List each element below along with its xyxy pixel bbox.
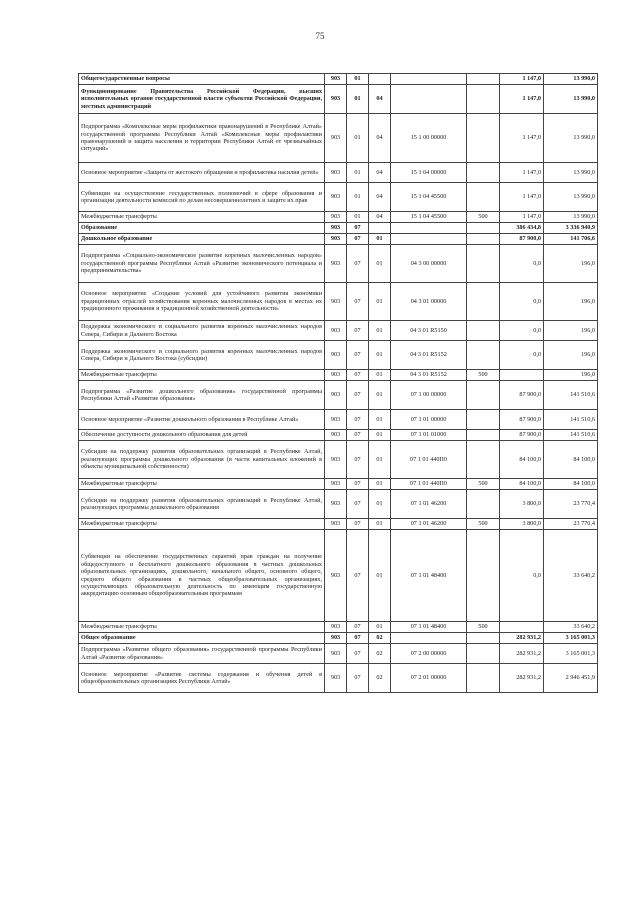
row-expense-type [467,321,500,341]
row-section-code: 07 [347,633,369,644]
row-ved-code: 903 [325,664,347,693]
row-name: Подпрограмма «Социально-экономическое развитие коренных малочисленных народов» государственной программы Республики Алтай «Развитие экономического потенциала и предпринимательства» [79,245,325,283]
row-subsection-code: 04 [369,212,391,223]
row-amount-2: 13 990,0 [544,85,598,114]
row-ved-code: 903 [325,283,347,321]
row-amount-2: 33 640,2 [544,530,598,622]
row-amount-1: 1 147,0 [500,163,544,183]
row-expense-type [467,163,500,183]
row-amount-1 [500,370,544,381]
row-amount-2: 196,0 [544,341,598,370]
row-name: Основное мероприятие «Развитие системы содержания и обучения детей в общеобразовательных организациях Республики Алтай» [79,664,325,693]
table-row [79,283,598,321]
row-expense-type: 500 [467,622,500,633]
row-subsection-code: 02 [369,633,391,644]
row-subsection-code: 01 [369,341,391,370]
row-section-code: 01 [347,85,369,114]
row-target-article: 04 3 01 R5150 [391,321,467,341]
row-expense-type [467,430,500,441]
row-target-article: 07 1 01 00000 [391,410,467,430]
row-amount-2: 141 510,6 [544,381,598,410]
row-subsection-code: 01 [369,519,391,530]
row-subsection-code: 01 [369,370,391,381]
table-row [79,622,598,633]
row-ved-code: 903 [325,341,347,370]
row-amount-1: 1 147,0 [500,74,544,85]
row-target-article: 07 1 01 48400 [391,530,467,622]
table-row [79,370,598,381]
row-section-code: 07 [347,430,369,441]
row-section-code: 07 [347,245,369,283]
row-expense-type [467,245,500,283]
row-amount-2: 13 990,0 [544,183,598,212]
row-amount-1: 84 100,0 [500,441,544,479]
row-ved-code: 903 [325,633,347,644]
row-amount-1: 282 931,2 [500,633,544,644]
row-ved-code: 903 [325,490,347,519]
table-row [79,321,598,341]
row-amount-2: 141 510,6 [544,430,598,441]
row-expense-type [467,183,500,212]
row-amount-1: 87 900,0 [500,381,544,410]
row-subsection-code: 01 [369,479,391,490]
table-row [79,381,598,410]
row-amount-2: 3 336 940,9 [544,223,598,234]
row-name: Субсидии на поддержку развития образовательных организаций в Республике Алтай, реализующих программы дошкольного образования (в части капитальных вложений в объекты муниципальной собственности) [79,441,325,479]
row-name: Межбюджетные трансферты [79,479,325,490]
row-amount-2: 141 706,6 [544,234,598,245]
row-ved-code: 903 [325,381,347,410]
row-target-article [391,74,467,85]
row-subsection-code: 01 [369,321,391,341]
row-name: Дошкольное образование [79,234,325,245]
row-amount-2: 23 770,4 [544,490,598,519]
table-row [79,245,598,283]
row-section-code: 07 [347,530,369,622]
table-row [79,441,598,479]
row-name: Основное мероприятие «Создание условий для устойчивого развития экономики традиционных отраслей хозяйствования коренных малочисленных народов в местах их традиционного проживания и традиционной хозяйственной деятельности» [79,283,325,321]
row-ved-code: 903 [325,74,347,85]
row-name: Основное мероприятие «Защита от жестокого обращения и профилактика насилия детей» [79,163,325,183]
row-section-code: 07 [347,341,369,370]
row-expense-type [467,74,500,85]
row-ved-code: 903 [325,114,347,163]
budget-table [78,73,598,693]
row-ved-code: 903 [325,644,347,664]
row-expense-type [467,410,500,430]
row-amount-2: 13 990,0 [544,212,598,223]
row-target-article: 15 1 04 00000 [391,163,467,183]
row-ved-code: 903 [325,245,347,283]
row-amount-1: 3 800,0 [500,490,544,519]
row-target-article: 15 1 04 45500 [391,212,467,223]
row-subsection-code: 01 [369,430,391,441]
row-amount-2: 141 510,6 [544,410,598,430]
row-subsection-code: 02 [369,644,391,664]
row-amount-2: 13 990,0 [544,74,598,85]
row-amount-1: 1 147,0 [500,85,544,114]
row-amount-1: 3 800,0 [500,519,544,530]
row-expense-type [467,441,500,479]
row-name: Межбюджетные трансферты [79,519,325,530]
row-ved-code: 903 [325,223,347,234]
row-target-article: 07 2 00 00000 [391,644,467,664]
row-section-code: 07 [347,234,369,245]
row-section-code: 07 [347,370,369,381]
row-subsection-code: 01 [369,381,391,410]
row-target-article [391,234,467,245]
row-name: Образование [79,223,325,234]
row-amount-1 [500,622,544,633]
row-section-code: 07 [347,321,369,341]
row-amount-1: 1 147,0 [500,212,544,223]
row-subsection-code: 01 [369,245,391,283]
table-row [79,644,598,664]
row-amount-1: 0,0 [500,245,544,283]
row-expense-type: 500 [467,370,500,381]
row-amount-2: 2 946 451,9 [544,664,598,693]
row-target-article: 07 1 01 46200 [391,519,467,530]
row-subsection-code: 04 [369,183,391,212]
row-ved-code: 903 [325,85,347,114]
row-section-code: 07 [347,441,369,479]
row-amount-2: 196,0 [544,245,598,283]
row-name: Субвенции на осуществление государственных полномочий в сфере образования и организации деятельности комиссий по делам несовершеннолетних и защите их прав [79,183,325,212]
row-section-code: 07 [347,622,369,633]
row-subsection-code: 01 [369,490,391,519]
row-amount-2: 13 990,0 [544,114,598,163]
row-name: Подпрограмма «Комплексные меры профилактики правонарушений в Республике Алтай» государственной программы Республики Алтай «Комплексные меры профилактики правонарушений и защита населения и территории Республики Алтай от чрезвычайных ситуаций» [79,114,325,163]
table-row [79,479,598,490]
row-amount-1: 0,0 [500,341,544,370]
row-name: Общегосударственные вопросы [79,74,325,85]
table-row [79,163,598,183]
row-target-article: 04 3 01 00000 [391,283,467,321]
row-target-article: 07 1 00 00000 [391,381,467,410]
row-expense-type: 500 [467,479,500,490]
row-target-article: 15 1 04 45500 [391,183,467,212]
row-name: Межбюджетные трансферты [79,622,325,633]
row-amount-1: 87 900,0 [500,430,544,441]
row-amount-1: 1 147,0 [500,114,544,163]
row-subsection-code: 02 [369,664,391,693]
row-expense-type [467,85,500,114]
row-expense-type [467,490,500,519]
row-name: Межбюджетные трансферты [79,212,325,223]
row-ved-code: 903 [325,622,347,633]
row-ved-code: 903 [325,321,347,341]
row-name: Подпрограмма «Развитие общего образования» государственной программы Республики Алтай «Развитие образования» [79,644,325,664]
row-name: Функционирование Правительства Российской Федерации, высших исполнительных органов государственной власти субъектов Российской Федерации, местных администраций [79,85,325,114]
table-row [79,633,598,644]
table-row [79,212,598,223]
row-amount-2: 3 165 001,3 [544,644,598,664]
row-subsection-code: 01 [369,441,391,479]
row-amount-1: 282 931,2 [500,644,544,664]
row-section-code: 07 [347,644,369,664]
table-row [79,341,598,370]
row-expense-type [467,530,500,622]
row-amount-2: 84 100,0 [544,479,598,490]
table-row [79,183,598,212]
row-name: Межбюджетные трансферты [79,370,325,381]
row-ved-code: 903 [325,441,347,479]
row-subsection-code: 01 [369,622,391,633]
row-amount-2: 196,0 [544,283,598,321]
row-ved-code: 903 [325,183,347,212]
row-amount-2: 13 990,0 [544,163,598,183]
table-row [79,234,598,245]
table-row [79,519,598,530]
row-subsection-code [369,223,391,234]
row-ved-code: 903 [325,519,347,530]
row-target-article: 07 1 01 01000 [391,430,467,441]
row-section-code: 01 [347,183,369,212]
row-target-article [391,633,467,644]
row-ved-code: 903 [325,530,347,622]
table-row [79,114,598,163]
table-row [79,410,598,430]
row-amount-1: 84 100,0 [500,479,544,490]
table-row [79,530,598,622]
table-row [79,664,598,693]
row-target-article [391,85,467,114]
row-section-code: 01 [347,74,369,85]
row-expense-type [467,283,500,321]
row-amount-1: 1 147,0 [500,183,544,212]
row-subsection-code: 01 [369,234,391,245]
table-row [79,74,598,85]
row-subsection-code: 01 [369,530,391,622]
row-amount-1: 0,0 [500,283,544,321]
row-amount-1: 0,0 [500,321,544,341]
row-expense-type [467,234,500,245]
row-section-code: 07 [347,479,369,490]
row-subsection-code: 01 [369,283,391,321]
page-number: 75 [315,31,325,41]
row-expense-type [467,114,500,163]
row-target-article: 15 1 00 00000 [391,114,467,163]
row-amount-2: 196,0 [544,370,598,381]
table-row [79,490,598,519]
row-amount-1: 386 434,8 [500,223,544,234]
row-amount-2: 33 640,2 [544,622,598,633]
row-name: Основное мероприятие «Развитие дошкольного образования в Республике Алтай» [79,410,325,430]
table-row [79,85,598,114]
row-section-code: 07 [347,381,369,410]
row-section-code: 07 [347,519,369,530]
table-row [79,430,598,441]
row-section-code: 01 [347,212,369,223]
row-amount-2: 23 770,4 [544,519,598,530]
row-subsection-code: 04 [369,163,391,183]
row-target-article: 07 1 01 440П0 [391,441,467,479]
row-expense-type [467,381,500,410]
row-section-code: 01 [347,114,369,163]
row-expense-type [467,664,500,693]
row-subsection-code: 04 [369,114,391,163]
row-name: Субсидии на поддержку развития образовательных организаций в Республике Алтай, реализующих программы дошкольного образования [79,490,325,519]
row-expense-type [467,341,500,370]
row-target-article: 07 1 01 46200 [391,490,467,519]
row-name: Обеспечение доступности дошкольного образования для детей [79,430,325,441]
row-target-article [391,223,467,234]
row-amount-1: 87 900,0 [500,234,544,245]
row-section-code: 07 [347,410,369,430]
row-ved-code: 903 [325,163,347,183]
row-amount-1: 87 900,0 [500,410,544,430]
row-ved-code: 903 [325,479,347,490]
row-name: Подпрограмма «Развитие дошкольного образования» государственной программы Республики Алтай «Развитие образования» [79,381,325,410]
row-expense-type: 500 [467,212,500,223]
row-ved-code: 903 [325,430,347,441]
row-name: Поддержка экономического и социального развития коренных малочисленных народов Севера, Сибири и Дальнего Востока [79,321,325,341]
row-amount-2: 196,0 [544,321,598,341]
row-target-article: 04 3 01 R5152 [391,341,467,370]
row-expense-type [467,633,500,644]
row-target-article: 04 3 00 00000 [391,245,467,283]
row-section-code: 07 [347,490,369,519]
row-expense-type: 500 [467,519,500,530]
row-subsection-code [369,74,391,85]
row-name: Общее образование [79,633,325,644]
row-amount-1: 0,0 [500,530,544,622]
row-expense-type [467,223,500,234]
row-section-code: 07 [347,223,369,234]
row-amount-2: 84 100,0 [544,441,598,479]
row-expense-type [467,644,500,664]
row-target-article: 07 1 01 48400 [391,622,467,633]
row-amount-2: 3 165 001,3 [544,633,598,644]
row-section-code: 07 [347,283,369,321]
row-section-code: 07 [347,664,369,693]
row-target-article: 07 2 01 00000 [391,664,467,693]
row-target-article: 07 1 01 440П0 [391,479,467,490]
row-subsection-code: 04 [369,85,391,114]
row-ved-code: 903 [325,370,347,381]
row-target-article: 04 3 01 R5152 [391,370,467,381]
row-name: Поддержка экономического и социального развития коренных малочисленных народов Севера, Сибири и Дальнего Востока (субсидии) [79,341,325,370]
row-section-code: 01 [347,163,369,183]
row-subsection-code: 01 [369,410,391,430]
row-ved-code: 903 [325,410,347,430]
row-name: Субвенции на обеспечение государственных гарантий прав граждан на получение общедоступного и бесплатного дошкольного образования в частных дошкольных образовательных организациях, дошкольного, начального общего, основного общего, среднего общего образования в частных общеобразовательных организациях, осуществляющих образовательную деятельность по имеющим государственную аккредитацию основным общеобразовательным программам [79,530,325,622]
row-amount-1: 282 931,2 [500,664,544,693]
row-ved-code: 903 [325,212,347,223]
table-row [79,223,598,234]
row-ved-code: 903 [325,234,347,245]
